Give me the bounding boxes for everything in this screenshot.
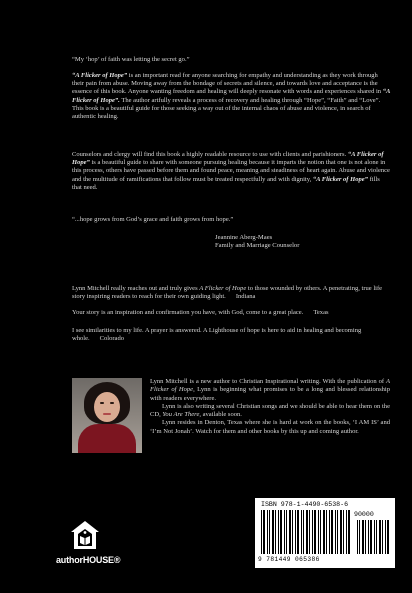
barcode-bar bbox=[379, 520, 381, 554]
barcode-bar bbox=[272, 510, 274, 554]
house-book-icon bbox=[70, 520, 100, 550]
barcode-bar bbox=[320, 510, 321, 554]
barcode-bar bbox=[365, 520, 366, 554]
barcode-bar bbox=[348, 510, 350, 554]
barcode-bar bbox=[385, 520, 386, 554]
barcode-bar bbox=[295, 510, 296, 554]
barcode-bar bbox=[267, 510, 268, 554]
barcode-bar bbox=[301, 510, 302, 554]
endorser-role: Family and Marriage Counselor bbox=[215, 242, 300, 250]
book-title-emphasis: “A Flicker of Hope”. bbox=[72, 88, 390, 104]
author-bio: Lynn Mitchell is a new author to Christian Inspirational writing. With the publication of A Flicker of Hope, Lynn is beginning what promises to be a long and blessed relationship with readers everywhere. Lynn is also writing several Christian songs and we should be able to hear them on the CD, You Are There, available soon. Lynn resides in Denton, Texas where she is hard at work on the books, ‘I AM IS’ and ‘I’m Not Jonah’. Watch for them and other books by this up and coming author. bbox=[150, 378, 391, 435]
testimonial: Lynn Mitchell really reaches out and truly gives A Flicker of Hope to those wounded by others. A penetrating, true life story inspiring readers to reach for their own guiding light. Indiana bbox=[72, 285, 383, 301]
barcode-bar bbox=[275, 510, 276, 554]
barcode-bar bbox=[329, 510, 330, 554]
barcode-bar bbox=[269, 510, 270, 554]
ean-barcode-bars bbox=[261, 510, 353, 556]
author-photo bbox=[72, 378, 142, 453]
testimonial-location: Texas bbox=[313, 309, 329, 316]
barcode-bar bbox=[278, 510, 279, 554]
testimonial: I see similarities to my life. A prayer is answered. A Lighthouse of hope is here to aid in healing and becoming whole. Colorado bbox=[72, 327, 362, 343]
hope-quote: “...hope grows from God’s grace and faith grows from hope.” bbox=[72, 216, 234, 223]
isbn-text: ISBN 978-1-4490-6538-6 bbox=[261, 501, 349, 508]
addon-barcode-bars bbox=[357, 520, 389, 556]
barcode-bar bbox=[335, 510, 336, 554]
barcode-bar bbox=[309, 510, 310, 554]
barcode-bar bbox=[323, 510, 325, 554]
isbn-barcode bbox=[255, 498, 395, 568]
barcode-bar bbox=[331, 510, 333, 554]
barcode-bar bbox=[346, 510, 347, 554]
barcode-bar bbox=[314, 510, 316, 554]
barcode-bar bbox=[387, 520, 389, 554]
opening-quote: “My ‘hop’ of faith was letting the secret go.” bbox=[72, 56, 190, 63]
barcode-bar bbox=[284, 510, 285, 554]
barcode-bar bbox=[370, 520, 372, 554]
back-cover: “My ‘hop’ of faith was letting the secret go.” “A Flicker of Hope” is an important read for anyone searching for empathy and understanding as they work through their pain from abuse. Moving away from the bondage of secrets and silence, and towards love and acceptance is the essence of this book. Anyone wanting freedom and healing will deeply resonate with words and experiences shared in “A Flicker of Hope”. The author artfully reveals a process of recovery and healing through “Hope”, “Faith” and “Love”. This book is a beautiful guide for those seeking a way out of the internal chaos of abuse and violence, in search of authentic healing. Counselors and clergy will find this book a highly readable resource to use with clients and parishioners. “A Flicker of Hope” is a beautiful guide to share with someone pursuing healing because it imparts the notion that one is not alone in this process, others have passed before them and found peace, meaning and steadiness of heart again. Abuse and violence and the multitude of ramifications that follow must be treated respectfully and with dignity, “A Flicker of Hope” fills that need. “...hope grows from God’s grace and faith grows from hope.” Jeannine Aberg-Maes Family and Marriage Counselor Lynn Mitchell really reaches out and truly gives A Flicker of Hope to those wounded by others. A penetrating, true life story inspiring readers to reach for their own guiding light. Indiana Your story is an inspiration and confirmation you have, with God, come to a great place. Texas I see similarities to my life. A prayer is answered. A Lighthouse of hope is here to aid in healing and becoming whole. Colorado Lynn Mitchell is a new author to Christian Inspirational writing. With the publication of A Flicker of Hope, Lynn is beginning what promises to be a long and blessed relationship with readers everywhere. Lynn is also writing several Christian songs and we should be able to hear them on the CD, You Are There, available soon. Lynn resides in Denton, Texas where she is hard at work on the books, ‘I AM IS’ and ‘I’m Not Jonah’. Watch for them and other books by this up and coming author. authorHOUSE® ISBN 978-1-4490-6538-6 90000 9 781449 065386 bbox=[0, 0, 412, 593]
book-title-emphasis: “A Flicker of Hope” bbox=[72, 151, 384, 167]
barcode-bar bbox=[337, 510, 338, 554]
barcode-bar bbox=[359, 520, 360, 554]
barcode-bar bbox=[263, 510, 265, 554]
book-title-emphasis: “A Flicker of Hope” bbox=[312, 175, 368, 183]
barcode-bar bbox=[376, 520, 377, 554]
testimonial-location: Indiana bbox=[235, 293, 256, 301]
endorsement-signature bbox=[215, 234, 299, 251]
barcode-bar bbox=[286, 510, 287, 554]
book-title-emphasis: “A Flicker of Hope” bbox=[72, 72, 128, 79]
barcode-bar bbox=[297, 510, 299, 554]
barcode-bar bbox=[362, 520, 364, 554]
barcode-bar bbox=[303, 510, 304, 554]
barcode-bar bbox=[292, 510, 293, 554]
barcode-bar bbox=[318, 510, 319, 554]
barcode-bar bbox=[280, 510, 282, 554]
counselor-paragraph: Counselors and clergy will find this book a highly readable resource to use with clients and parishioners. “A Flicker of Hope” is a beautiful guide to share with someone pursuing healing because it imparts the notion that one is not alone in this process, others have passed before them and found peace, meaning and steadiness of heart again. Abuse and violence and the multitude of ramifications that follow must be treated respectfully and with dignity, “A Flicker of Hope” fills that need. bbox=[72, 151, 390, 191]
barcode-bar bbox=[261, 510, 262, 554]
barcode-bar bbox=[340, 510, 342, 554]
barcode-bar bbox=[306, 510, 308, 554]
testimonial-location: Colorado bbox=[99, 335, 125, 343]
barcode-bar bbox=[368, 520, 369, 554]
barcode-bar bbox=[312, 510, 313, 554]
intro-paragraph: “A Flicker of Hope” is an important read for anyone searching for empathy and understanding as they work through their pain from abuse. Moving away from the bondage of secrets and silence, and towards love and acceptance is the essence of this book. Anyone wanting freedom and healing will deeply resonate with words and experiences shared in “A Flicker of Hope”. The author artfully reveals a process of recovery and healing through “Hope”, “Faith” and “Love”. This book is a beautiful guide for those seeking a way out of the internal chaos of abuse and violence, in search of authentic healing. bbox=[72, 72, 390, 121]
price-code: 90000 bbox=[354, 511, 374, 518]
barcode-bar bbox=[357, 520, 358, 554]
endorser-name: Jeannine Aberg-Maes bbox=[215, 234, 273, 241]
testimonial: Your story is an inspiration and confirmation you have, with God, come to a great place. Texas bbox=[72, 309, 329, 316]
barcode-bar bbox=[382, 520, 383, 554]
barcode-bar bbox=[343, 510, 344, 554]
ean-digits: 9 781449 065386 bbox=[258, 556, 320, 563]
barcode-bar bbox=[326, 510, 327, 554]
barcode-bar bbox=[374, 520, 375, 554]
barcode-bar bbox=[289, 510, 291, 554]
